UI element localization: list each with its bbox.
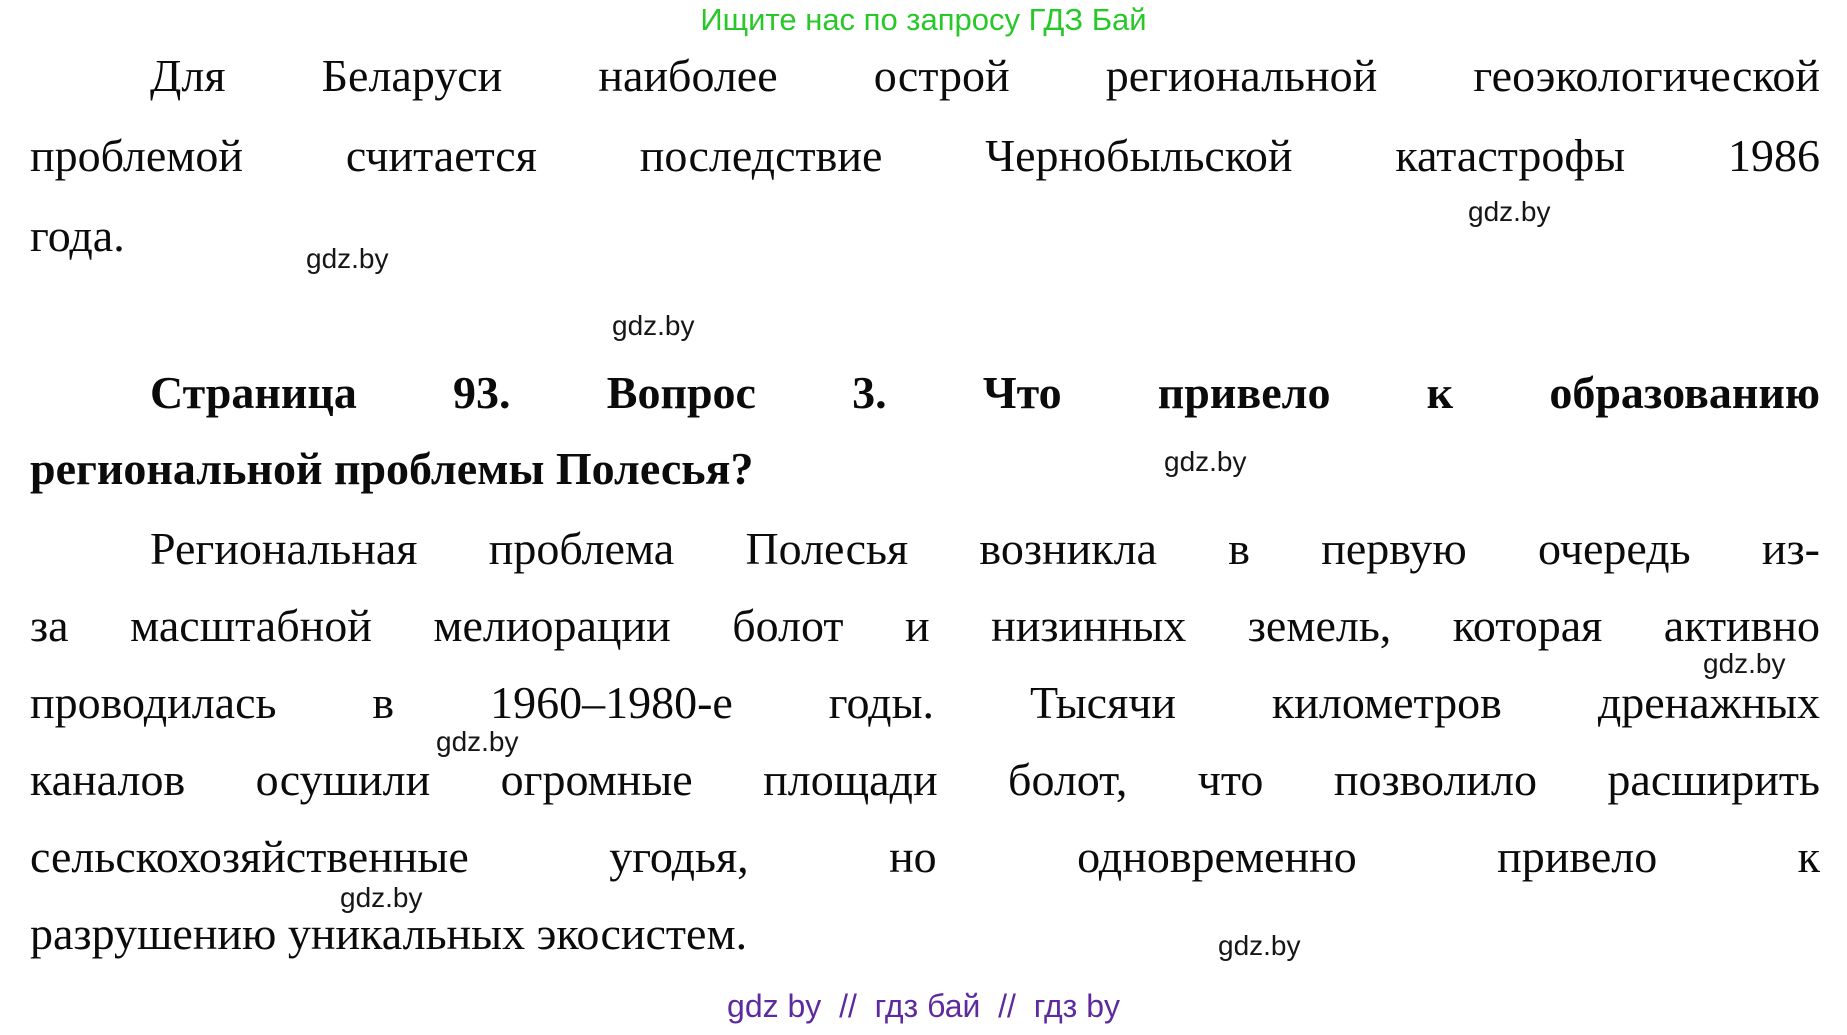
paragraph-1 [30, 36, 1820, 276]
paragraph-2 [30, 510, 1820, 972]
text-line: Для Беларуси наиболее острой региональной геоэкологической [150, 50, 1820, 101]
document-body [30, 36, 1820, 972]
gdz-watermark: gdz.by [1164, 446, 1247, 477]
gdz-watermark: gdz.by [1218, 930, 1301, 961]
gdz-watermark: gdz.by [340, 882, 423, 913]
gdz-watermark: gdz.by [1468, 196, 1551, 227]
promo-header-text: Ищите нас по запросу ГДЗ Бай [700, 2, 1147, 37]
gdz-watermark: gdz.by [612, 310, 695, 341]
text-line: проблемой считается последствие Чернобыльской катастрофы 1986 [30, 130, 1820, 181]
text-line: каналов осушили огромные площади болот, что позволило расширить [30, 754, 1820, 805]
heading-line: региональной проблемы Полесья? [30, 443, 754, 494]
gdz-watermark: gdz.by [306, 243, 389, 274]
footer-search-queries: gdz by // гдз бай // гдз by [727, 988, 1120, 1024]
text-line: за масштабной мелиорации болот и низинных земель, которая активно [30, 600, 1820, 651]
heading-line: Страница 93. Вопрос 3. Что привело к образованию [150, 367, 1820, 418]
gdz-watermark: gdz.by [436, 726, 519, 757]
text-line: сельскохозяйственные угодья, но одновременно привело к [30, 831, 1820, 882]
text-line: разрушению уникальных экосистем. [30, 908, 748, 959]
gdz-watermark: gdz.by [1703, 648, 1786, 679]
text-line: Региональная проблема Полесья возникла в первую очередь из- [150, 523, 1820, 574]
text-line: года. [30, 210, 125, 261]
question-heading [30, 355, 1820, 507]
text-line: проводилась в 1960–1980-е годы. Тысячи километров дренажных [30, 677, 1820, 728]
